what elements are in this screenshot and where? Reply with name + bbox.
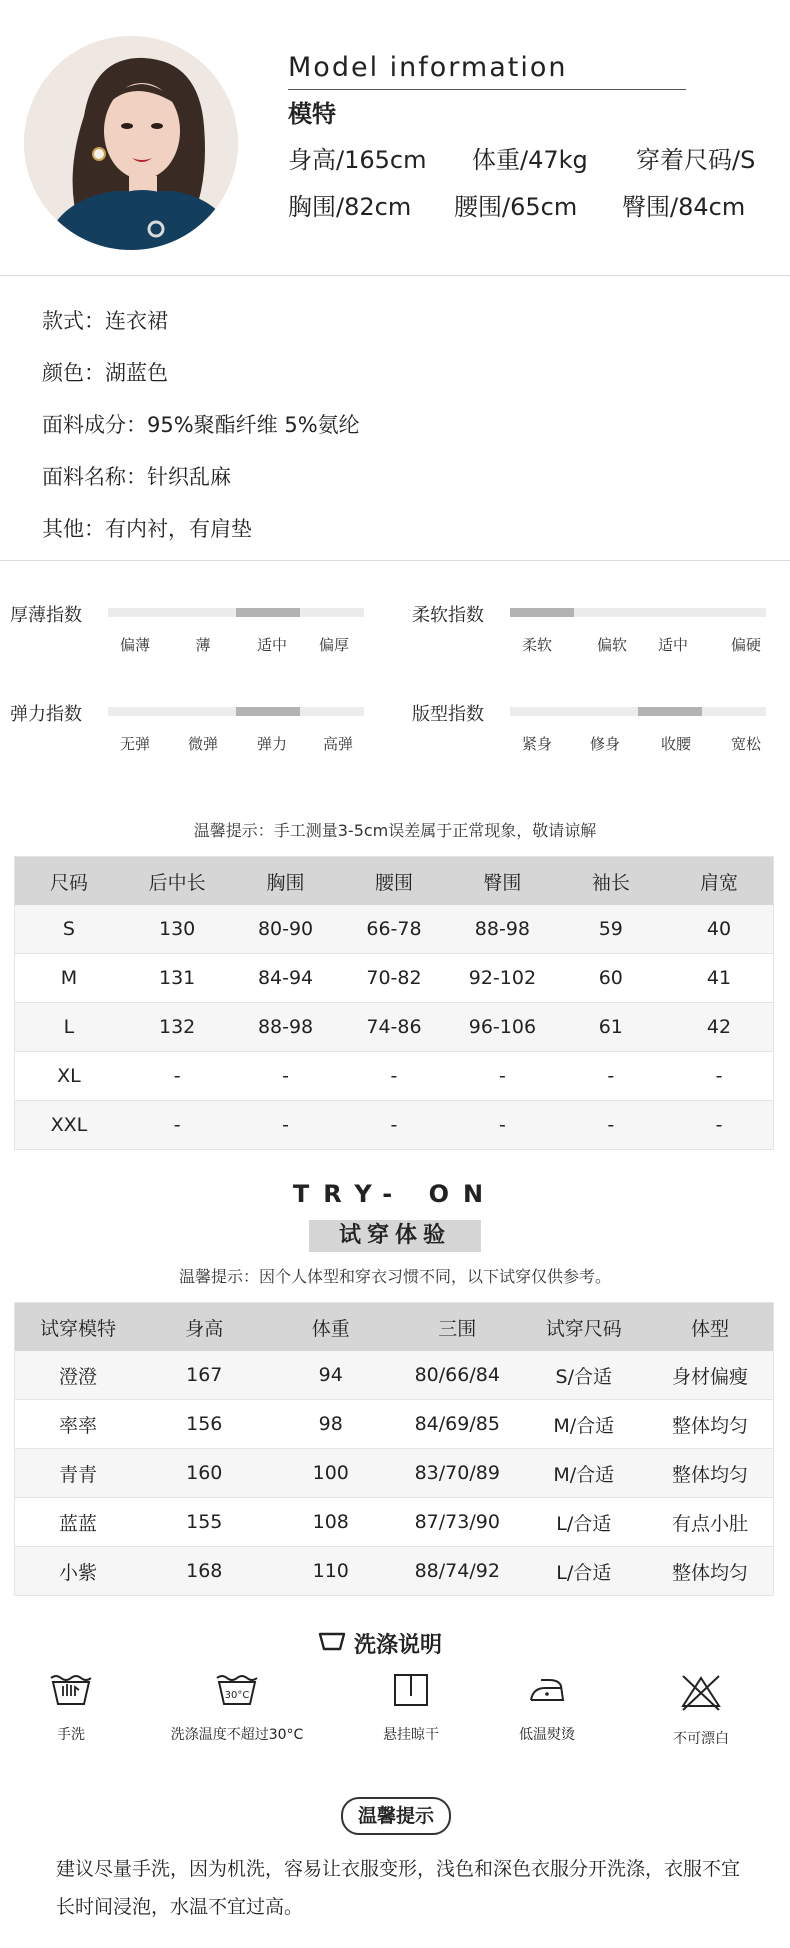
table-cell: -: [173, 1114, 181, 1136]
index-label: 弹力指数: [10, 704, 82, 725]
table-cell: 98: [318, 1413, 343, 1435]
table-cell: 167: [186, 1364, 223, 1386]
hand-wash-icon: [49, 1672, 93, 1708]
index-tick: 弹力: [256, 735, 288, 753]
table-cell: 66-78: [366, 918, 422, 940]
table-cell: 96-106: [468, 1016, 537, 1038]
table-cell: 100: [312, 1462, 349, 1484]
index-tick: 宽松: [730, 735, 762, 753]
table-header-cell: 三围: [438, 1317, 477, 1340]
tip-text: 建议尽量手洗，因为机洗，容易让衣服变形，浅色和深色衣服分开洗涤，衣服不宜长时间浸泡，水温不宜过高。: [56, 1858, 741, 1918]
table-cell: -: [498, 1065, 506, 1087]
table-header-cell: 臀围: [483, 871, 522, 894]
table-row: [15, 1351, 774, 1400]
wash-item-hang: [336, 1672, 486, 1744]
table-cell: -: [282, 1114, 289, 1136]
tryon-title-cn: 试穿体验: [309, 1220, 481, 1252]
table-cell: 身材偏瘦: [671, 1365, 748, 1388]
table-cell: 83/70/89: [414, 1462, 500, 1484]
table-cell: 168: [186, 1560, 223, 1582]
table-cell: 88-98: [257, 1016, 314, 1038]
spec-other: 其他：有内衬，有肩垫: [42, 517, 252, 541]
table-cell: 小紫: [58, 1561, 97, 1584]
table-cell: -: [715, 1065, 723, 1087]
size-note: 温馨提示：手工测量3-5cm误差属于正常现象，敬请谅解: [193, 821, 597, 840]
table-cell: L/合适: [556, 1512, 612, 1535]
index-track: [108, 608, 364, 617]
table-header-cell: 试穿模特: [39, 1317, 116, 1340]
wash-title: 洗涤说明: [354, 1633, 443, 1658]
spec-fabric: 面料名称：针织乱麻: [42, 465, 231, 489]
tryon-table: [14, 1302, 774, 1596]
index-marker: [638, 707, 702, 716]
table-cell: 青青: [58, 1463, 97, 1486]
table-cell: 80-90: [257, 918, 314, 940]
table-cell: -: [607, 1114, 615, 1136]
index-marker: [236, 608, 300, 617]
table-cell: M/合适: [553, 1463, 615, 1486]
hang-dry-icon: [391, 1672, 431, 1708]
index-tick: 偏硬: [730, 636, 762, 654]
model-info-title: Model information: [288, 52, 568, 83]
table-header-cell: 试穿尺码: [545, 1317, 622, 1340]
table-header-cell: 袖长: [591, 871, 630, 894]
table-header-row: [15, 1303, 774, 1352]
table-cell: 60: [598, 967, 623, 989]
index-tick: 适中: [657, 636, 689, 654]
table-row: [15, 1101, 774, 1150]
table-cell: -: [390, 1114, 398, 1136]
model-height: 身高/165cm: [288, 146, 427, 174]
table-cell: -: [390, 1065, 398, 1087]
wash-30c-text: 30°C: [224, 1690, 250, 1701]
no-bleach-icon: [679, 1672, 723, 1712]
table-header-cell: 后中长: [148, 871, 206, 894]
table-cell: 156: [186, 1413, 223, 1435]
table-cell: M: [60, 967, 78, 989]
table-cell: 蓝蓝: [58, 1512, 97, 1535]
model-info-title-cn: 模特: [288, 100, 336, 128]
divider: [0, 560, 790, 561]
table-cell: 80/66/84: [414, 1364, 500, 1386]
index-label: 厚薄指数: [10, 605, 82, 626]
table-cell: L/合适: [556, 1561, 612, 1584]
table-cell: 70-82: [366, 967, 422, 989]
size-table: [14, 856, 774, 1150]
table-cell: 108: [312, 1511, 349, 1533]
model-size: 穿着尺码/S: [636, 146, 756, 174]
table-cell: 有点小肚: [671, 1512, 748, 1535]
table-row: [15, 1449, 774, 1498]
table-header-cell: 胸围: [266, 871, 305, 894]
table-cell: 131: [159, 967, 196, 989]
index-tick: 偏薄: [119, 636, 151, 654]
table-row: [15, 954, 774, 1003]
index-marker: [510, 608, 574, 617]
wash-item-bleach: [626, 1672, 776, 1748]
divider: [0, 275, 790, 276]
index-tick: 偏软: [596, 636, 628, 654]
index-marker: [236, 707, 300, 716]
table-cell: -: [607, 1065, 615, 1087]
spec-color: 颜色：湖蓝色: [42, 361, 168, 385]
table-row: [15, 1052, 774, 1101]
wash-label: 悬挂晾干: [383, 1727, 439, 1743]
index-tick: 无弹: [119, 735, 151, 753]
divider: [288, 89, 686, 90]
tryon-note: 温馨提示：因个人体型和穿衣习惯不同，以下试穿仅供参考。: [178, 1267, 611, 1286]
wash-item-hand: [0, 1672, 146, 1744]
model-hip: 臀围/84cm: [622, 193, 746, 221]
wash-label: 洗涤温度不超过30°C: [170, 1727, 304, 1743]
table-cell: 74-86: [366, 1016, 422, 1038]
table-cell: 94: [318, 1364, 343, 1386]
table-cell: 84-94: [257, 967, 314, 989]
table-cell: 42: [706, 1016, 732, 1038]
spec-composition: 面料成分：95%聚酯纤维 5%氨纶: [42, 413, 360, 437]
tip-title: 温馨提示: [341, 1797, 451, 1835]
table-cell: -: [282, 1065, 289, 1087]
index-track: [108, 707, 364, 716]
index-label: 柔软指数: [412, 605, 484, 626]
table-cell: S: [62, 918, 75, 940]
index-tick: 微弹: [187, 735, 219, 753]
table-row: [15, 1547, 774, 1596]
table-cell: L: [63, 1016, 75, 1038]
model-bust: 胸围/82cm: [288, 193, 412, 221]
table-cell: 155: [186, 1511, 223, 1533]
index-tick: 高弹: [322, 735, 354, 753]
wash-basin-icon: [318, 1630, 346, 1652]
table-cell: 160: [186, 1462, 223, 1484]
table-header-cell: 身高: [185, 1317, 224, 1340]
table-cell: -: [498, 1114, 506, 1136]
wash-item-iron: [472, 1672, 622, 1744]
index-tick: 紧身: [521, 735, 553, 753]
table-cell: 整体均匀: [671, 1561, 748, 1584]
table-cell: 率率: [58, 1414, 97, 1437]
table-row: [15, 905, 774, 954]
model-weight: 体重/47kg: [472, 146, 588, 174]
wash-label: 手洗: [57, 1727, 85, 1743]
table-cell: XXL: [50, 1114, 88, 1136]
table-cell: 110: [312, 1560, 349, 1582]
table-cell: 40: [706, 918, 732, 940]
table-cell: 84/69/85: [414, 1413, 500, 1435]
table-cell: 130: [159, 918, 196, 940]
table-cell: 88-98: [474, 918, 530, 940]
table-header-cell: 体型: [690, 1317, 729, 1340]
wash-label: 不可漂白: [673, 1731, 729, 1747]
index-tick: 薄: [195, 636, 211, 654]
wash-30c-icon: [215, 1672, 259, 1708]
table-header-cell: 肩宽: [700, 871, 739, 894]
model-avatar: [24, 36, 238, 250]
table-header-cell: 腰围: [374, 871, 413, 894]
table-cell: 92-102: [468, 967, 537, 989]
table-cell: 澄澄: [58, 1365, 97, 1388]
index-track: [510, 608, 766, 617]
table-cell: -: [715, 1114, 723, 1136]
index-tick: 修身: [589, 735, 621, 753]
table-cell: XL: [57, 1065, 81, 1087]
table-cell: 59: [598, 918, 623, 940]
table-cell: -: [173, 1065, 181, 1087]
index-label: 版型指数: [412, 704, 484, 725]
table-header-cell: 尺码: [49, 871, 88, 894]
wash-item-30c: [162, 1672, 312, 1744]
table-cell: 88/74/92: [414, 1560, 500, 1582]
table-cell: 132: [159, 1016, 196, 1038]
table-row: [15, 1498, 774, 1547]
table-header-row: [15, 857, 774, 906]
index-track: [510, 707, 766, 716]
table-cell: 41: [706, 967, 732, 989]
spec-style: 款式：连衣裙: [42, 309, 168, 333]
model-waist: 腰围/65cm: [454, 193, 578, 221]
table-row: [15, 1400, 774, 1449]
table-cell: 整体均匀: [671, 1463, 748, 1486]
tryon-title: TRY- ON: [292, 1180, 498, 1208]
table-cell: 61: [598, 1016, 623, 1038]
wash-label: 低温熨烫: [519, 1727, 575, 1743]
table-cell: 整体均匀: [671, 1414, 748, 1437]
index-tick: 偏厚: [318, 636, 350, 654]
index-tick: 柔软: [521, 636, 553, 654]
table-row: [15, 1003, 774, 1052]
table-header-cell: 体重: [311, 1317, 350, 1340]
table-cell: S/合适: [555, 1365, 612, 1388]
low-iron-icon: [525, 1672, 569, 1708]
index-tick: 收腰: [660, 735, 692, 753]
table-cell: 87/73/90: [414, 1511, 500, 1533]
index-tick: 适中: [256, 636, 288, 654]
table-cell: M/合适: [553, 1414, 615, 1437]
